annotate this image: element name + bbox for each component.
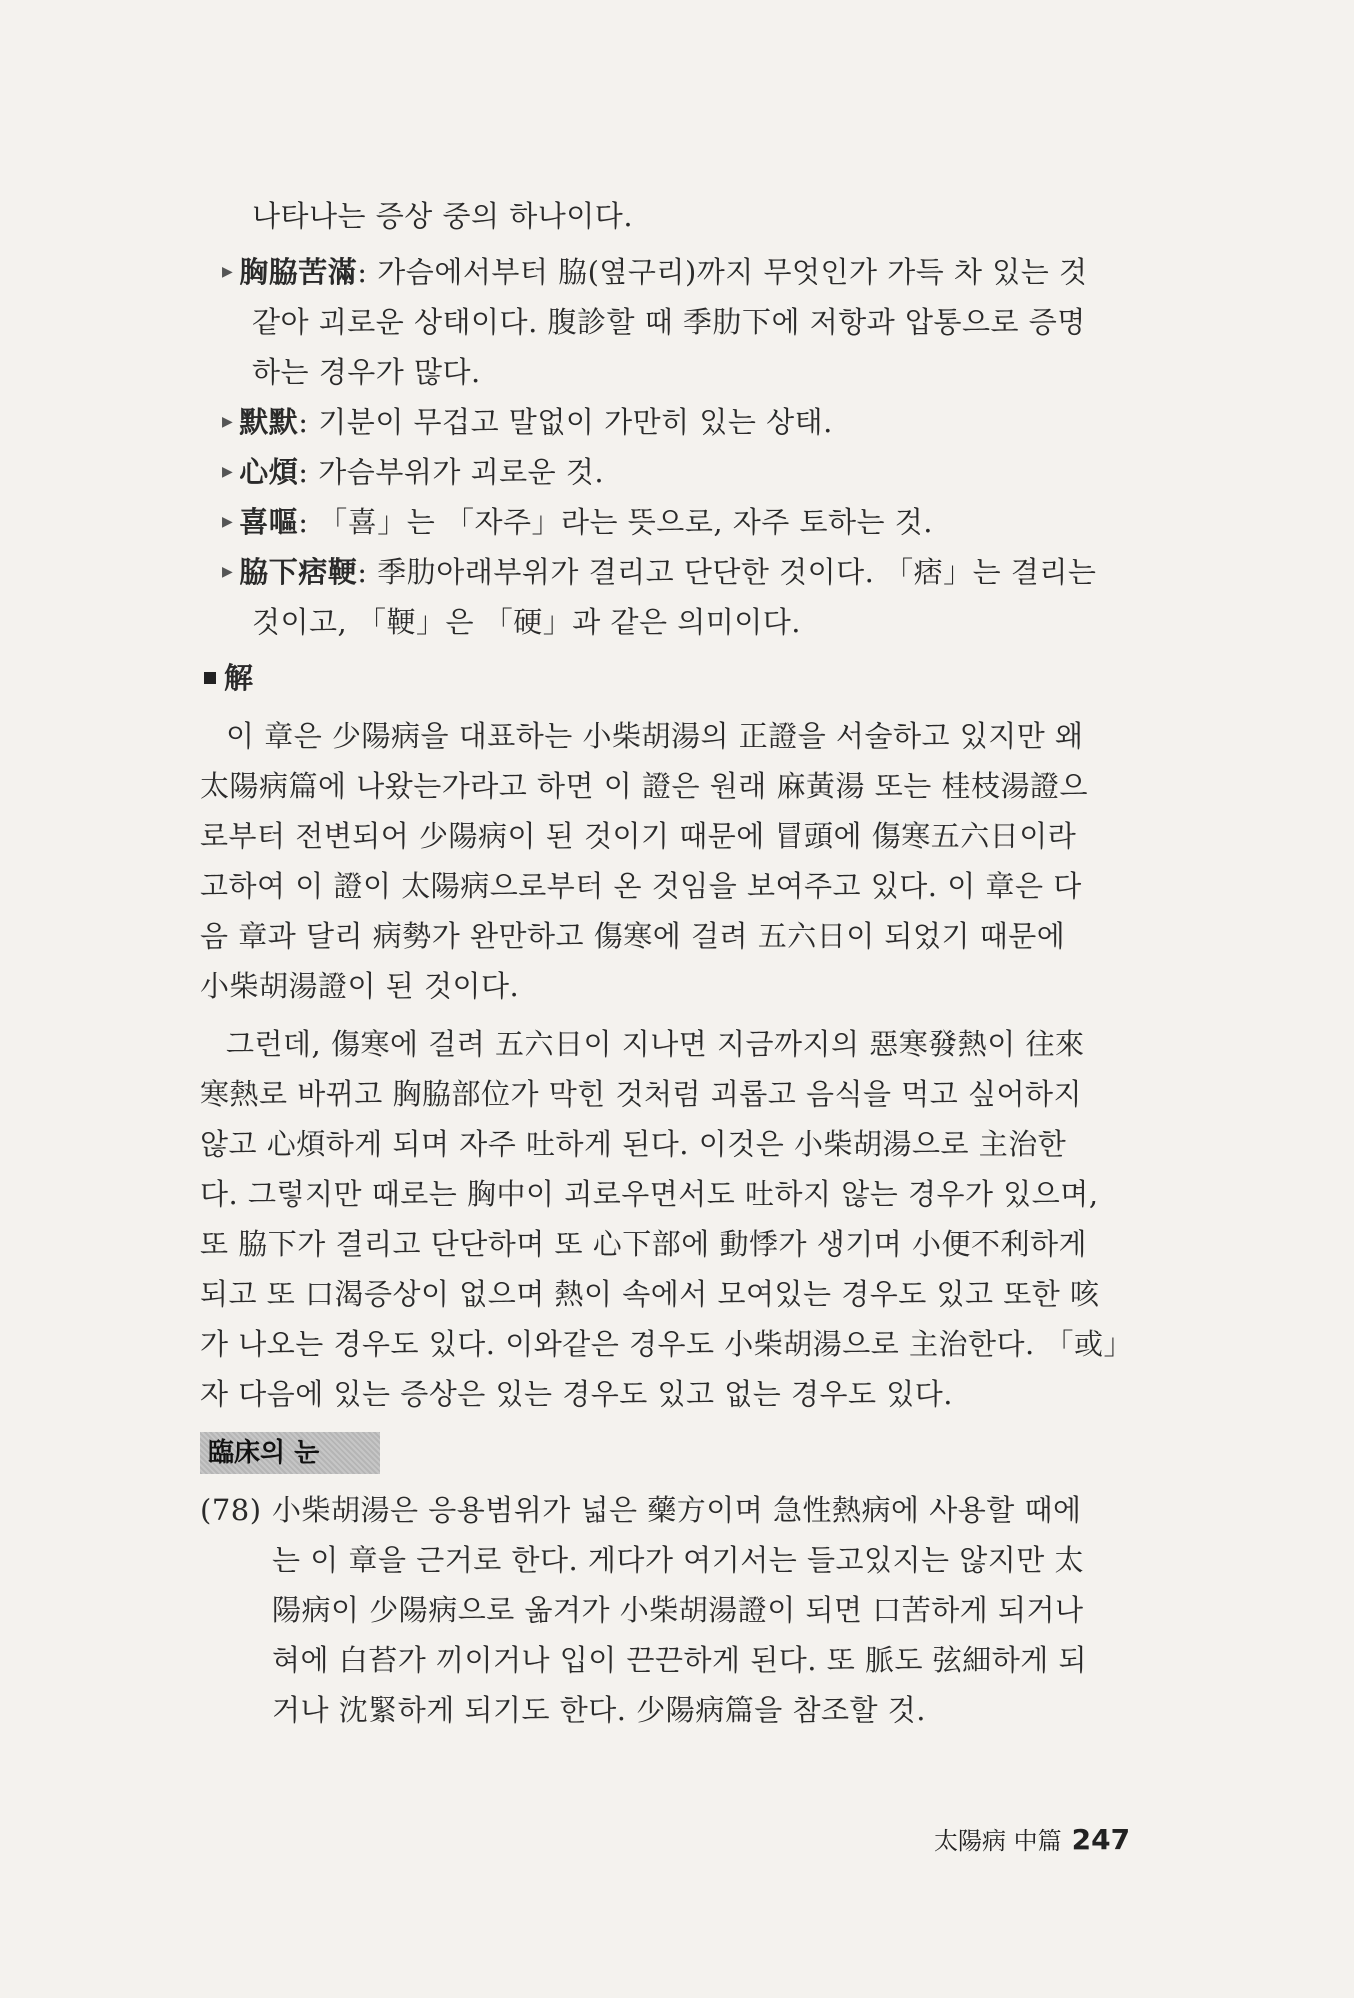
paragraph-line: 小柴胡湯證이 된 것이다. <box>200 969 520 1003</box>
paragraph-line: 로부터 전변되어 少陽病이 된 것이기 때문에 冒頭에 傷寒五六日이라 <box>200 819 1077 853</box>
definition-text: : 「喜」는 「자주」라는 뜻으로, 자주 토하는 것. <box>298 505 934 539</box>
definition-item <box>222 552 1096 592</box>
definition-item <box>222 402 833 442</box>
triangle-bullet-icon: ▶ <box>222 414 234 430</box>
footer-section-title: 太陽病 中篇 <box>934 1827 1062 1855</box>
clinic-note-line: 거나 沈緊하게 되기도 한다. 少陽病篇을 참조할 것. <box>272 1693 926 1727</box>
continuation-line: 나타나는 증상 중의 하나이다. <box>252 199 634 233</box>
triangle-bullet-icon: ▶ <box>222 264 234 280</box>
clinic-note-line: 小柴胡湯은 응용범위가 넓은 藥方이며 急性熱病에 사용할 때에 <box>272 1493 1082 1527</box>
page-number: 247 <box>1071 1823 1131 1856</box>
paragraph-line: 가 나오는 경우도 있다. 이와같은 경우도 小柴胡湯으로 主治한다. 「或」 <box>200 1327 1133 1361</box>
clinic-heading: 臨床의 눈 <box>208 1438 320 1468</box>
definition-text: : 기분이 무겁고 말없이 가만히 있는 상태. <box>298 405 833 439</box>
triangle-bullet-icon: ▶ <box>222 514 234 530</box>
clinic-note-line: 는 이 章을 근거로 한다. 게다가 여기서는 들고있지는 않지만 太 <box>272 1543 1085 1577</box>
paragraph-line: 그런데, 傷寒에 걸려 五六日이 지나면 지금까지의 惡寒發熱이 往來 <box>226 1027 1085 1061</box>
definition-term: 脇下痞鞕 <box>239 555 358 589</box>
definition-text-line: 같아 괴로운 상태이다. 腹診할 때 季肋下에 저항과 압통으로 증명 <box>252 305 1086 339</box>
paragraph-line: 또 脇下가 결리고 단단하며 또 心下部에 動悸가 생기며 小便不利하게 <box>200 1227 1087 1261</box>
clinic-note-line: 陽病이 少陽病으로 옮겨가 小柴胡湯證이 되면 口苦하게 되거나 <box>272 1593 1084 1627</box>
definition-item <box>222 252 1088 292</box>
section-heading-jie: 解 <box>204 658 254 698</box>
paragraph-line: 太陽病篇에 나왔는가라고 하면 이 證은 원래 麻黃湯 또는 桂枝湯證으 <box>200 769 1088 803</box>
definition-term: 喜嘔 <box>239 505 299 539</box>
triangle-bullet-icon: ▶ <box>222 564 234 580</box>
paragraph-line: 이 章은 少陽病을 대표하는 小柴胡湯의 正證을 서술하고 있지만 왜 <box>226 719 1084 753</box>
definition-term: 心煩 <box>239 455 299 489</box>
paragraph-line: 寒熱로 바뀌고 胸脇部位가 막힌 것처럼 괴롭고 음식을 먹고 싶어하지 <box>200 1077 1083 1111</box>
square-bullet-icon <box>204 672 216 684</box>
clinic-note-number: (78) <box>200 1493 262 1527</box>
definition-text: : 季肋아래부위가 결리고 단단한 것이다. 「痞」는 결리는 <box>357 555 1097 589</box>
triangle-bullet-icon: ▶ <box>222 464 234 480</box>
paragraph-line: 않고 心煩하게 되며 자주 吐하게 된다. 이것은 小柴胡湯으로 主治한 <box>200 1127 1067 1161</box>
definition-text-line: 것이고, 「鞕」은 「硬」과 같은 의미이다. <box>252 605 801 639</box>
definition-term: 默默 <box>239 405 299 439</box>
clinic-note-line: 혀에 白苔가 끼이거나 입이 끈끈하게 된다. 또 脈도 弦細하게 되 <box>272 1643 1087 1677</box>
definition-text: : 가슴부위가 괴로운 것. <box>298 455 605 489</box>
definition-item <box>222 452 604 492</box>
paragraph-line: 되고 또 口渴증상이 없으며 熱이 속에서 모여있는 경우도 있고 또한 咳 <box>200 1277 1100 1311</box>
definition-text: : 가슴에서부터 脇(옆구리)까지 무엇인가 가득 차 있는 것 <box>357 255 1088 289</box>
definition-text-line: 하는 경우가 많다. <box>252 355 481 389</box>
paragraph-line: 고하여 이 證이 太陽病으로부터 온 것임을 보여주고 있다. 이 章은 다 <box>200 869 1082 903</box>
paragraph-line: 음 章과 달리 病勢가 완만하고 傷寒에 걸려 五六日이 되었기 때문에 <box>200 919 1066 953</box>
definition-term: 胸脇苦滿 <box>239 255 358 289</box>
paragraph-line: 다. 그렇지만 때로는 胸中이 괴로우면서도 吐하지 않는 경우가 있으며, <box>200 1177 1099 1211</box>
definition-item <box>222 502 933 542</box>
paragraph-line: 자 다음에 있는 증상은 있는 경우도 있고 없는 경우도 있다. <box>200 1377 954 1411</box>
page-footer <box>934 1820 1130 1861</box>
